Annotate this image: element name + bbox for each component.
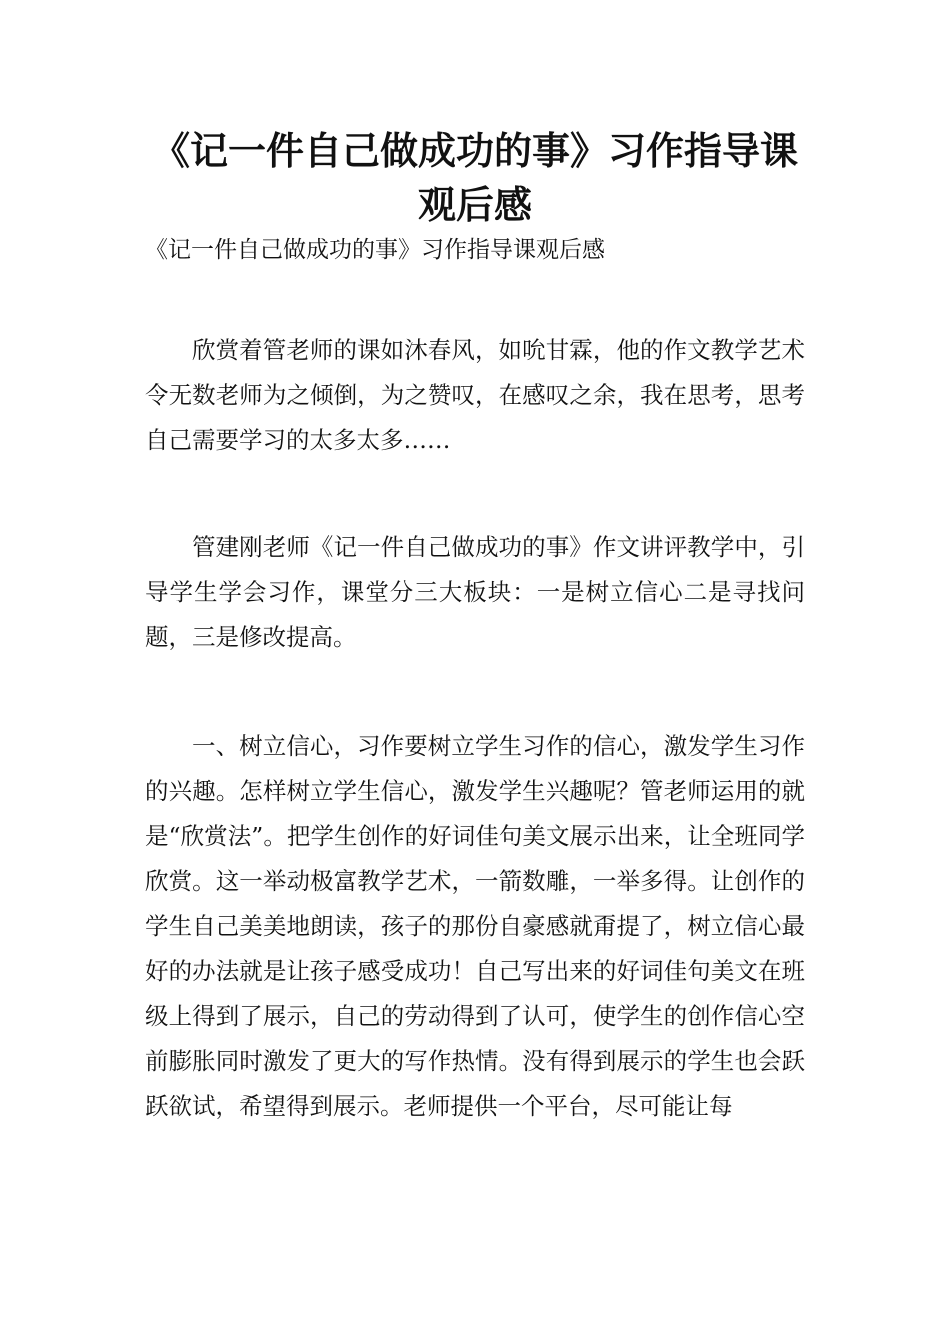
- paragraph-3: 一、树立信心，习作要树立学生习作的信心，激发学生习作的兴趣。怎样树立学生信心，激发学生兴趣呢？管老师运用的就是“欣赏法”。把学生创作的好词佳句美文展示出来，让全班同学欣赏。这一举动极富教学艺术，一箭数雕，一举多得。让创作的学生自己美美地朗读，孩子的那份自豪感就甭提了，树立信心最好的办法就是让孩子感受成功！自己写出来的好词佳句美文在班级上得到了展示，自己的劳动得到了认可，使学生的创作信心空前膨胀同时激发了更大的写作热情。没有得到展示的学生也会跃跃欲试，希望得到展示。老师提供一个平台，尽可能让每: [145, 732, 805, 1120]
- document-subtitle: 《记一件自己做成功的事》习作指导课观后感: [145, 237, 605, 263]
- paragraph-1: 欣赏着管老师的课如沐春风，如吮甘霖，他的作文教学艺术令无数老师为之倾倒，为之赞叹，在感叹之余，我在思考，思考自己需要学习的太多太多……: [145, 336, 805, 454]
- paragraph-2: 管建刚老师《记一件自己做成功的事》作文讲评教学中，引导学生学会习作，课堂分三大板块：一是树立信心二是寻找问题，三是修改提高。: [145, 533, 805, 651]
- document-title: 《记一件自己做成功的事》习作指导课观后感: [151, 129, 798, 227]
